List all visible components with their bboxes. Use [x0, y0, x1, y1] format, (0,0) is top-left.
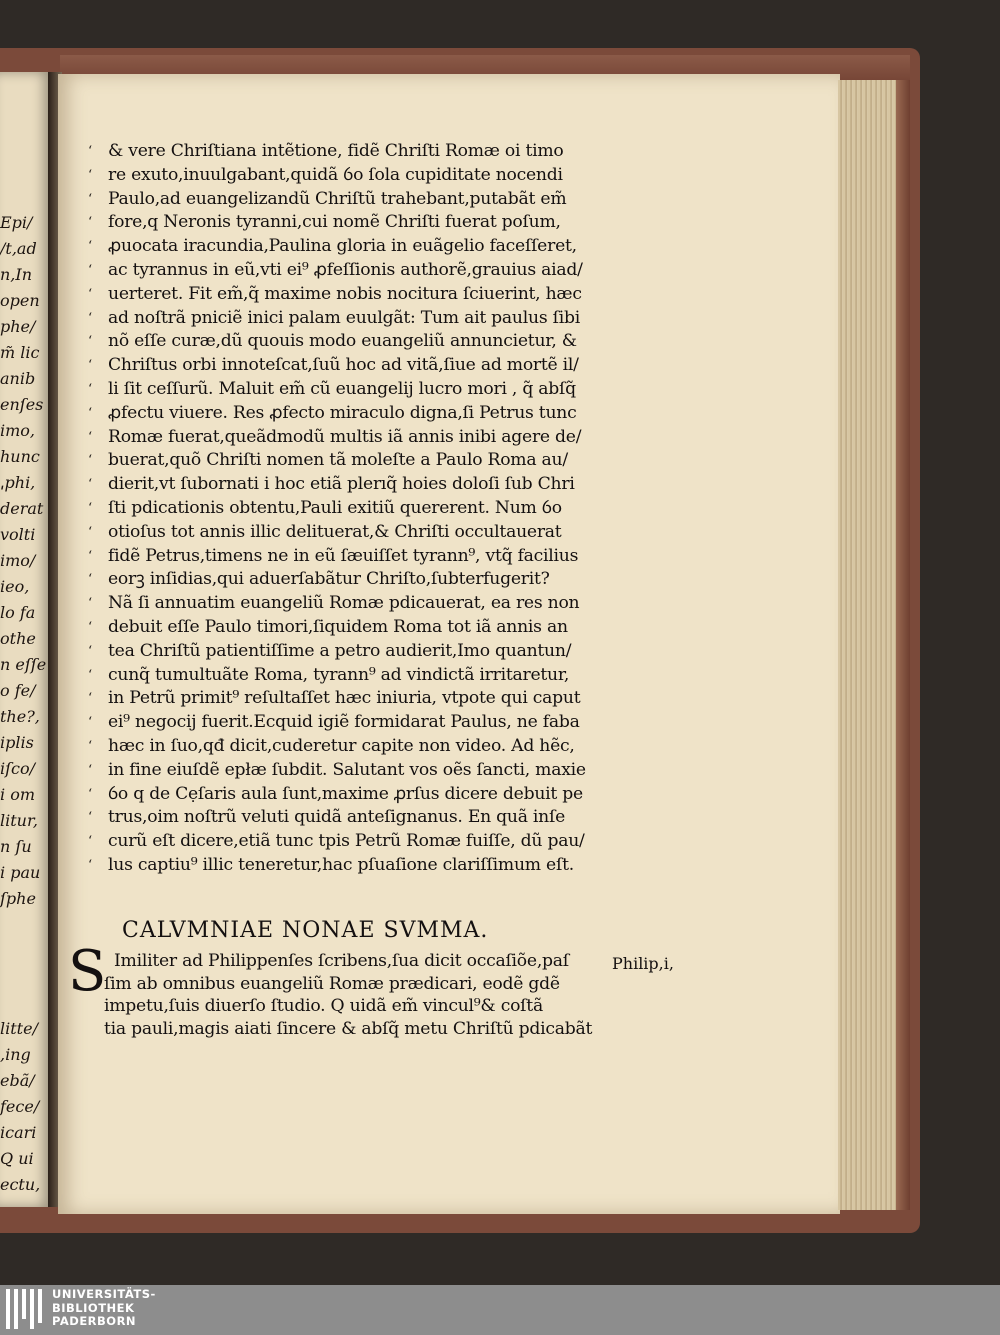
quote-mark-icon: ʻ [88, 167, 92, 183]
left-page-fragment: phe/ [0, 317, 36, 336]
quote-mark-icon: ʻ [88, 619, 92, 635]
text-line [88, 664, 648, 688]
left-page-fragment: ,ing [0, 1045, 31, 1064]
text-line-content: fidẽ Petrus,timens ne in eũ ſæuiſſet tyrann⁹, vtq̃ facilius [108, 545, 579, 566]
text-line-content: ꝓfectu viuere. Res ꝓfecto miraculo digna,ſi Petrus tunc [108, 402, 577, 423]
institution-line: UNIVERSITÄTS- [52, 1287, 156, 1301]
text-line-content: Nã ſi annuatim euangeliũ Romæ pdicauerat, ea res non [108, 593, 580, 614]
quote-mark-icon: ʻ [88, 738, 92, 754]
quote-mark-icon: ʻ [88, 215, 92, 231]
margin-note: Philip,i, [612, 954, 674, 973]
main-text-block [88, 140, 648, 878]
quote-mark-icon: ʻ [88, 334, 92, 350]
quote-mark-icon: ʻ [88, 381, 92, 397]
section-text-line: Imiliter ad Philippenſes ſcribens,ſua dicit occaſiõe,paſ [114, 951, 569, 971]
left-page [0, 72, 52, 1207]
quote-mark-icon: ʻ [88, 810, 92, 826]
left-page-fragment [0, 912, 40, 1016]
section-text-line: tia pauli,magis aiati ſincere & abſq̃ metu Chriſtũ pdicabãt [104, 1018, 593, 1039]
text-line-content: curũ eſt dicere,etiã tunc tpis Petrũ Romæ fuiſſe, dũ pau/ [108, 831, 585, 852]
left-page-fragment: the?, [0, 707, 40, 726]
text-line [88, 735, 648, 759]
text-line [88, 211, 648, 235]
text-line [88, 687, 648, 711]
text-line [88, 473, 648, 497]
left-page-text [0, 210, 47, 1198]
quote-mark-icon: ʻ [88, 643, 92, 659]
text-line-content: ſti pdicationis obtentu,Pauli exitiũ quererent. Num ỽo [108, 497, 562, 518]
left-page-fragment: anib [0, 369, 36, 388]
text-line-content: otioſus tot annis illic delituerat,& Chriſti occultauerat [108, 521, 562, 542]
quote-mark-icon: ʻ [88, 310, 92, 326]
quote-mark-icon: ʻ [88, 429, 92, 445]
text-line-content: dierit,vt ſubornati i hoc etiã plerıq̃ hoies doloſi ſub Chri [108, 474, 575, 495]
left-page-fragment: /t,ad [0, 239, 37, 258]
institution-name [52, 1288, 156, 1329]
left-page-fragment: hunc [0, 447, 40, 466]
drop-cap: S [68, 939, 107, 1004]
text-line-content: lus captiu⁹ illic teneretur,hac pſuaſione clariſſimum eſt. [108, 854, 574, 875]
text-line [88, 521, 648, 545]
text-line [88, 378, 648, 402]
left-page-fragment: ebã/ [0, 1071, 35, 1090]
text-line-content: li ſit ceſſurũ. Maluit em̃ cũ euangelij lucro mori , q̃ abſq̃ [108, 378, 576, 399]
text-line [88, 783, 648, 807]
left-page-fragment: open [0, 291, 40, 310]
text-line [88, 616, 648, 640]
text-line-content: ad noſtrã pniciẽ inici palam euulgãt: Tum ait paulus ſibi [108, 307, 580, 328]
library-footer-bar [0, 1285, 1000, 1335]
text-line [88, 402, 648, 426]
institution-line: BIBLIOTHEK [52, 1300, 135, 1315]
text-line [88, 307, 648, 331]
text-line-content: in Petrũ primit⁹ reſultaſſet hæc iniuria, vtpote qui caput [108, 688, 581, 709]
library-logo-icon [4, 1289, 46, 1331]
text-line [88, 283, 648, 307]
text-line [88, 497, 648, 521]
left-page-fragment: ieo, [0, 577, 30, 596]
left-page-fragment: othe [0, 629, 36, 648]
quote-mark-icon: ʻ [88, 405, 92, 421]
text-line [88, 426, 648, 450]
left-page-fragment: ſphe [0, 889, 36, 908]
left-page-fragment: fece/ [0, 1097, 40, 1116]
text-line [88, 640, 648, 664]
quote-mark-icon: ʻ [88, 834, 92, 850]
left-page-fragment: icari [0, 1123, 37, 1142]
quote-mark-icon: ʻ [88, 262, 92, 278]
quote-mark-icon: ʻ [88, 715, 92, 731]
text-line-content: in fine eiuſdẽ epłæ ſubdit. Salutant vos oẽs ſancti, maxie [108, 759, 586, 780]
text-line-content: uerteret. Fit em̃,q̃ maxime nobis nocitura ſciuerint, hæc [108, 283, 582, 304]
left-page-fragment: Q ui [0, 1149, 34, 1168]
section-text-line: ſim ab omnibus euangeliũ Romæ prædicari, eodẽ gdẽ [104, 973, 560, 994]
text-line [88, 259, 648, 283]
text-line [88, 188, 648, 212]
text-line [88, 854, 648, 878]
quote-mark-icon: ʻ [88, 691, 92, 707]
left-page-fragment: i om [0, 785, 36, 804]
text-line-content: ꝓuocata iracundia,Paulina gloria in euãgelio faceſſeret, [108, 236, 577, 257]
text-line [88, 806, 648, 830]
text-line [88, 568, 648, 592]
text-line-content: Romæ fuerat,queãdmodũ multis iã annis inibi agere de/ [108, 426, 582, 447]
quote-mark-icon: ʻ [88, 572, 92, 588]
quote-mark-icon: ʻ [88, 453, 92, 469]
quote-mark-icon: ʻ [88, 239, 92, 255]
quote-mark-icon: ʻ [88, 500, 92, 516]
quote-mark-icon: ʻ [88, 786, 92, 802]
quote-mark-icon: ʻ [88, 286, 92, 302]
quote-mark-icon: ʻ [88, 477, 92, 493]
quote-mark-icon: ʻ [88, 596, 92, 612]
text-line-content: fore,q Neronis tyranni,cui nomẽ Chriſti fuerat poſum, [108, 212, 561, 233]
left-page-fragment: derat [0, 499, 44, 518]
left-page-fragment: litte/ [0, 1019, 38, 1038]
section-heading: CALVMNIAE NONAE SVMMA. [122, 918, 489, 943]
left-page-fragment: lo fa [0, 603, 36, 622]
text-line [88, 164, 648, 188]
text-line-content: & vere Chriſtiana intẽtione, fidẽ Chriſti Romæ oi timo [108, 141, 564, 161]
left-page-fragment: ectu, [0, 1175, 41, 1194]
quote-mark-icon: ʻ [88, 667, 92, 683]
left-page-fragment: o fe/ [0, 681, 36, 700]
text-line [88, 545, 648, 569]
left-page-fragment: m̃ lic [0, 343, 40, 362]
page-fore-edges [838, 80, 910, 1210]
text-line [88, 759, 648, 783]
text-line [88, 140, 648, 164]
quote-mark-icon: ʻ [88, 191, 92, 207]
text-line-content: re exuto,inuulgabant,quidã ỽo ſola cupiditate nocendi [108, 164, 563, 185]
quote-mark-icon: ʻ [88, 524, 92, 540]
text-line-content: cunq̃ tumultuãte Roma, tyrann⁹ ad vindictã irritaretur, [108, 664, 570, 685]
left-page-fragment: volti [0, 525, 36, 544]
text-line-content: trus,oim noſtrũ veluti quidã anteſignanus. En quã inſe [108, 807, 566, 828]
text-line-content: Paulo,ad euangelizandũ Chriſtũ trahebant,putabãt em̃ [108, 188, 567, 209]
text-line-content: buerat,quõ Chriſti nomen tã moleſte a Paulo Roma au/ [108, 450, 568, 471]
quote-mark-icon: ʻ [88, 144, 92, 159]
left-page-fragment: iſco/ [0, 759, 36, 778]
quote-mark-icon: ʻ [88, 358, 92, 374]
quote-mark-icon: ʻ [88, 762, 92, 778]
text-line-content: tea Chriſtũ patientiſſime a petro audierit,Imo quantun/ [108, 640, 572, 661]
text-line [88, 235, 648, 259]
left-page-fragment: litur, [0, 811, 38, 830]
left-page-fragment: n ſu [0, 837, 32, 856]
left-page-fragment: ˌphi, [0, 473, 36, 492]
left-page-fragment: imo/ [0, 551, 36, 570]
text-line [88, 354, 648, 378]
text-line [88, 449, 648, 473]
text-line-content: ac tyrannus in eũ,vti ei⁹ ꝓfeſſionis authorẽ,grauius aiad/ [108, 259, 583, 280]
text-line-content: debuit eſſe Paulo timori,ſiquidem Roma tot iã annis an [108, 616, 568, 637]
left-page-fragment: Epi/ [0, 213, 33, 232]
text-line-content: hæc in ſuo,qđ dicit,cuderetur capite non video. Ad hẽc, [108, 735, 575, 756]
text-line-content: nõ eſſe curæ,dũ quouis modo euangeliũ annuncietur, & [108, 331, 577, 352]
text-line-content: Chriſtus orbi innoteſcat,ſuũ hoc ad vitã,ſiue ad mortẽ il/ [108, 355, 579, 376]
text-line-content: ei⁹ negocij fuerit.Ecquid igiẽ formidarat Paulus, ne faba [108, 712, 580, 733]
section-text-line: impetu,ſuis diuerſo ſtudio. Q uidã em̃ vincul⁹& coſtã [104, 996, 543, 1016]
text-line-content: ỽo q de Cẹſaris aula ſunt,maxime ꝓrſus dicere debuit pe [108, 783, 583, 804]
left-page-fragment: n,In [0, 265, 33, 284]
text-line [88, 830, 648, 854]
left-page-fragment: imo, [0, 421, 36, 440]
quote-mark-icon: ʻ [88, 548, 92, 564]
institution-line: PADERBORN [52, 1314, 137, 1328]
left-page-fragment: n eſſe [0, 655, 47, 674]
text-line [88, 330, 648, 354]
left-page-fragment: i pau [0, 863, 41, 882]
text-line-content: eorꝫ inſidias,qui aduerſabãtur Chriſto,ſubterfugerit? [108, 569, 550, 590]
left-page-fragment: enſes [0, 395, 44, 414]
text-line [88, 711, 648, 735]
quote-mark-icon: ʻ [88, 857, 92, 873]
left-page-fragment: iplis [0, 733, 34, 752]
text-line [88, 592, 648, 616]
